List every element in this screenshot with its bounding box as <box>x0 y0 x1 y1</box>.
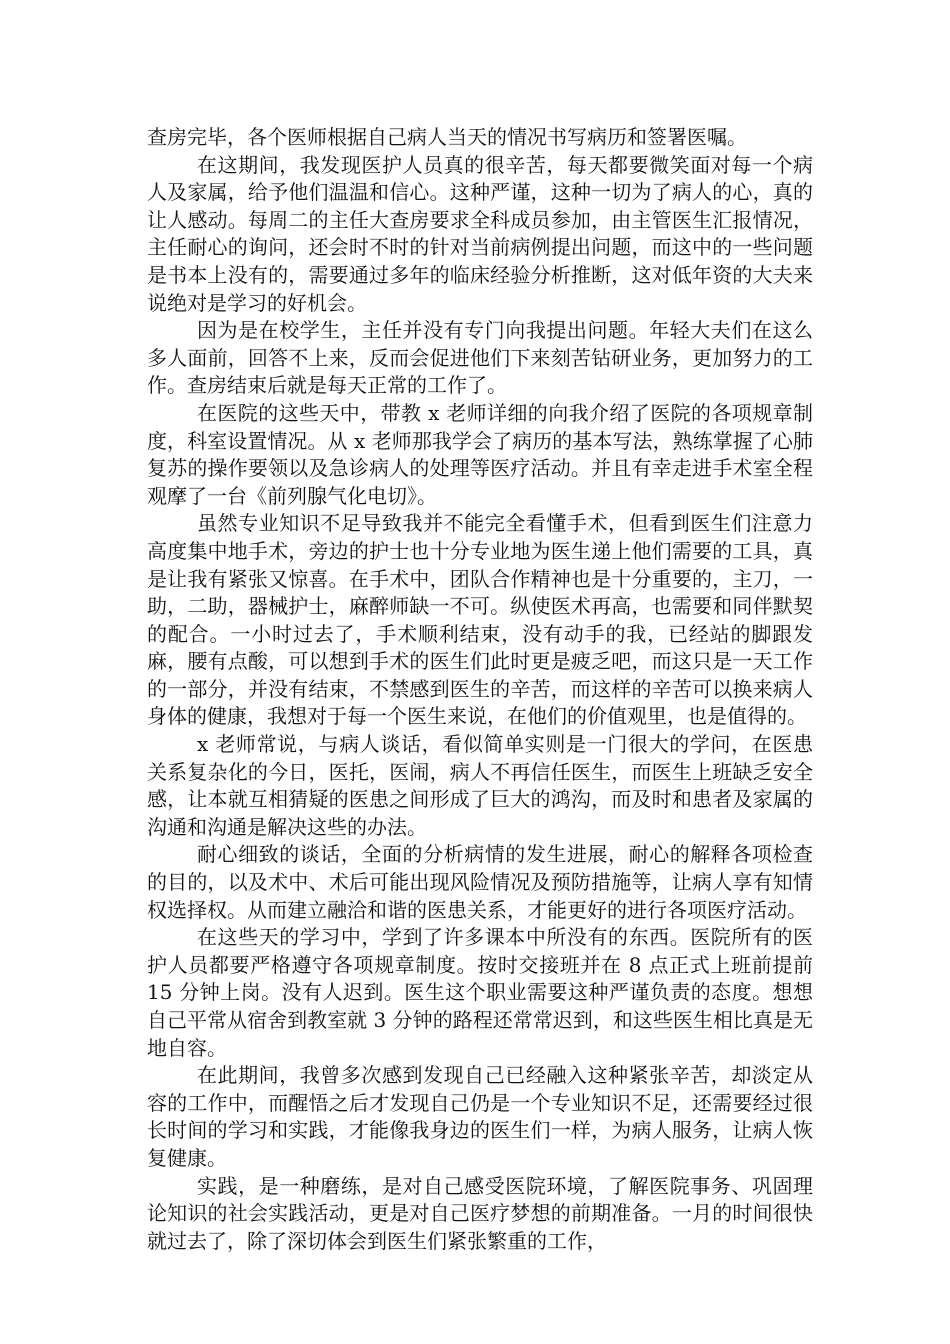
paragraph-2: 在这期间，我发现医护人员真的很辛苦，每天都要微笑面对每一个病人及家属，给予他们温温和信心。这种严谨，这种一切为了病人的心，真的让人感动。每周二的主任大查房要求全科成员参加，由主管医生汇报情况，主任耐心的询问，还会时不时的针对当前病例提出问题，而这中的一些问题是书本上没有的，需要通过多年的临床经验分析推断，这对低年资的大夫来说绝对是学习的好机会。 <box>147 152 813 315</box>
paragraph-1: 查房完毕，各个医师根据自己病人当天的情况书写病历和签署医嘱。 <box>147 125 747 149</box>
document-body <box>147 124 813 1255</box>
paragraph-7: 耐心细致的谈话，全面的分析病情的发生进展，耐心的解释各项检查的目的，以及术中、术后可能出现风险情况及预防措施等，让病人享有知情权选择权。从而建立融洽和谐的医患关系，才能更好的进行各项医疗活动。 <box>147 842 813 922</box>
paragraph-9: 在此期间，我曾多次感到发现自己已经融入这种紧张辛苦，却淡定从容的工作中，而醒悟之后才发现自己仍是一个专业知识不足，还需要经过很长时间的学习和实践，才能像我身边的医生们一样，为病人服务，让病人恢复健康。 <box>147 1063 813 1170</box>
paragraph-5: 虽然专业知识不足导致我并不能完全看懂手术，但看到医生们注意力高度集中地手术，旁边的护士也十分专业地为医生递上他们需要的工具，真是让我有紧张又惊喜。在手术中，团队合作精神也是十分重要的，主刀，一助，二助，器械护士，麻醉师缺一不可。纵使医术再高，也需要和同伴默契的配合。一小时过去了，手术顺利结束，没有动手的我，已经站的脚跟发麻，腰有点酸，可以想到手术的医生们此时更是疲乏吧，而这只是一天工作的一部分，并没有结束，不禁感到医生的辛苦，而这样的辛苦可以换来病人身体的健康，我想对于每一个医生来说，在他们的价值观里，也是值得的。 <box>147 511 813 729</box>
paragraph-10: 实践，是一种磨练，是对自己感受医院环境，了解医院事务、巩固理论知识的社会实践活动，更是对自己医疗梦想的前期准备。一月的时间很快就过去了，除了深切体会到医生们紧张繁重的工作， <box>147 1173 813 1253</box>
paragraph-8: 在这些天的学习中，学到了许多课本中所没有的东西。医院所有的医护人员都要严格遵守各项规章制度。按时交接班并在 8 点正式上班前提前 15 分钟上岗。没有人迟到。医生这个职业需要这种严谨负责的态度。想想自己平常从宿舍到教室就 3 分钟的路程还常常迟到，和这些医生相比真是无地自容。 <box>147 925 813 1060</box>
paragraph-6: x 老师常说，与病人谈话，看似简单实则是一门很大的学问，在医患关系复杂化的今日，医托，医闹，病人不再信任医生，而医生上班缺乏安全感，让本就互相猜疑的医患之间形成了巨大的鸿沟，而及时和患者及家属的沟通和沟通是解决这些的办法。 <box>147 732 813 839</box>
paragraph-4: 在医院的这些天中，带教 x 老师详细的向我介绍了医院的各项规章制度，科室设置情况。从 x 老师那我学会了病历的基本写法，熟练掌握了心肺复苏的操作要领以及急诊病人的处理等医疗活动。并且有幸走进手术室全程观摩了一台《前列腺气化电切》。 <box>147 400 813 508</box>
paragraph-3: 因为是在校学生，主任并没有专门向我提出问题。年轻大夫们在这么多人面前，回答不上来，反而会促进他们下来刻苦钻研业务，更加努力的工作。查房结束后就是每天正常的工作了。 <box>147 318 813 398</box>
